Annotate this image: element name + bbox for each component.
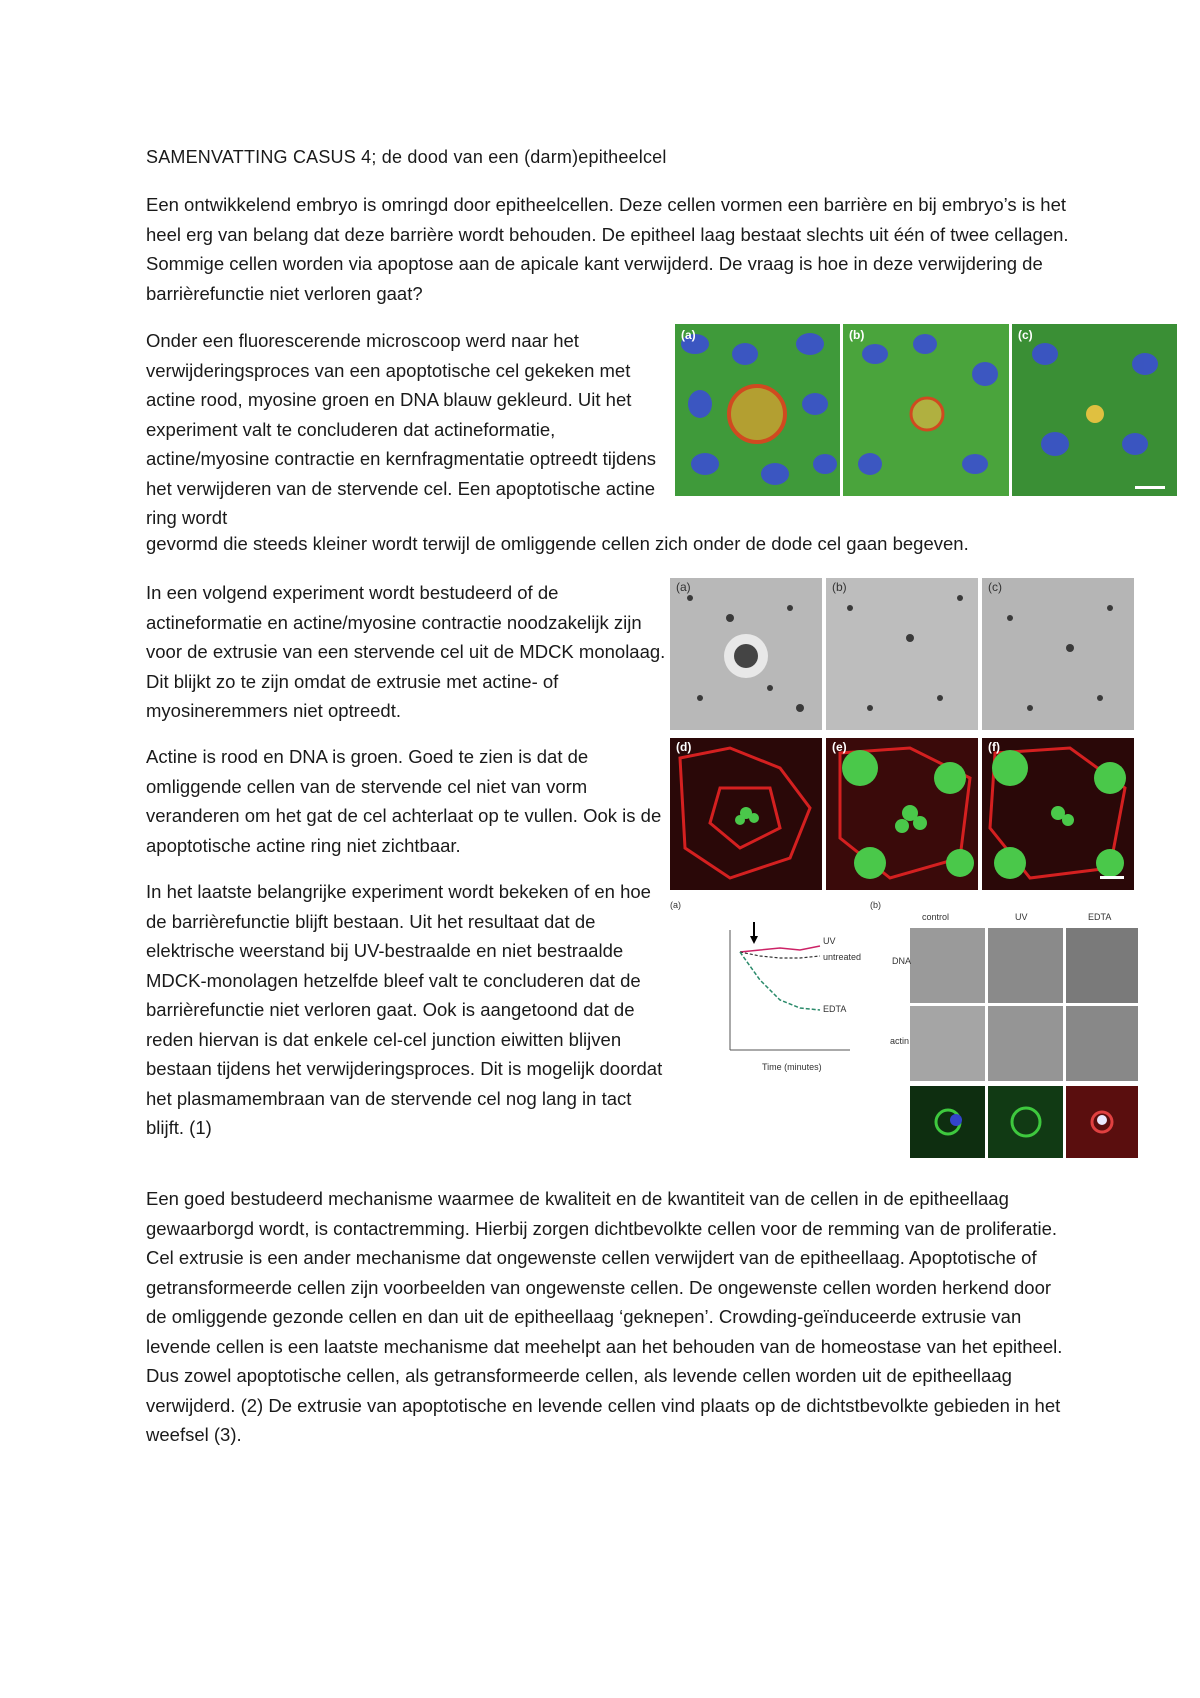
fig3-label-b: (b) xyxy=(870,900,881,910)
fig3-row-dna: DNA xyxy=(892,956,912,966)
fig1-label-c: (c) xyxy=(1018,328,1033,342)
figure-barrier xyxy=(670,900,1138,1162)
paragraph-fluorescence-cont: gevormd die steeds kleiner wordt terwijl de omliggende cellen zich onder de dode cel gaan begeven. xyxy=(146,533,969,554)
fig2-label-d: (d) xyxy=(676,740,692,754)
fig3-series-untreated: untreated xyxy=(823,952,862,962)
figure-inhibitors xyxy=(670,578,1134,890)
fig2-label-e: (e) xyxy=(832,740,847,754)
fig1-label-a: (a) xyxy=(681,328,696,342)
fig2-label-a: (a) xyxy=(676,580,691,594)
fig3-col-edta: EDTA xyxy=(1088,912,1112,922)
fig1-label-b: (b) xyxy=(849,328,865,342)
paragraph-barrier: In het laatste belangrijke experiment wordt bekeken of en hoe de barrièrefunctie blijft bestaan. Uit het resultaat dat de elektrische weerstand bij UV-bestraalde en niet bestraalde MDCK-monolagen hetzelfde bleef valt te concluderen dat de barrièrefunctie niet verloren gaat. Ook is aangetoond dat de reden hiervan is dat enkele cel-cel junction eiwitten blijven bestaan tijdens het verwijderingsproces. Dit is mogelijk doordat het plasmamembraan van de stervende cel nog lang in tact blijft. (1) xyxy=(146,881,663,1138)
fig3-col-uv: UV xyxy=(1015,912,1028,922)
figure-fluorescence xyxy=(675,324,1177,496)
fig2-label-b: (b) xyxy=(832,580,847,594)
fig3-series-edta: EDTA xyxy=(823,1004,847,1014)
fig3-label-a: (a) xyxy=(670,900,681,910)
paragraph-fluorescence: Onder een fluorescerende microscoop werd naar het verwijderingsproces van een apoptotische cel gekeken met actine rood, myosine groen en DNA blauw gekleurd. Uit het experiment valt te concluderen dat actineformatie, actine/myosine contractie en kernfragmentatie optreedt tijdens het verwijderen van de stervende cel. Een apoptotische actine ring wordt xyxy=(146,330,657,528)
paragraph-inhibitors: In een volgend experiment wordt bestudeerd of de actineformatie en actine/myosine contractie noodzakelijk zijn voor de extrusie van een stervende cel uit de MDCK monolaag. Dit blijkt zo te zijn omdat de extrusie met actine- of myosineremmers niet optreedt. xyxy=(146,582,666,721)
paragraph-mechanisms: Een goed bestudeerd mechanisme waarmee de kwaliteit en de kwantiteit van de cellen in de epitheellaag gewaarborgd wordt, is contactremming. Hierbij zorgen dichtbevolkte cellen voor de remming van de proliferatie. Cel extrusie is een ander mechanisme dat ongewenste cellen verwijdert van de epitheellaag. Apoptotische of getransformeerde cellen zijn voorbeelden van ongewenste cellen. De ongewenste cellen worden herkend door de omliggende gezonde cellen en dan uit de epitheellaag ‘geknepen’. Crowding-geïnduceerde extrusie van levende cellen is een laatste mechanisme dat meehelpt aan het behouden van de homeostase van het epitheel. Dus zowel apoptotische cellen, als getransformeerde cellen, als levende cellen worden uit de epitheellaag verwijderd. (2) De extrusie van apoptotische en levende cellen vind plaats op de dichtstbevolkte gebieden in het weefsel (3). xyxy=(146,1188,1063,1445)
fig3-row-actin: actin xyxy=(890,1036,910,1046)
fig2-label-c: (c) xyxy=(988,580,1002,594)
fig2-label-f: (f) xyxy=(988,740,1000,754)
fig3-col-control: control xyxy=(922,912,950,922)
document-title: SAMENVATTING CASUS 4; de dood van een (darm)epitheelcel xyxy=(146,147,667,167)
paragraph-intro: Een ontwikkelend embryo is omringd door epitheelcellen. Deze cellen vormen een barrière en bij embryo’s is het heel erg van belang dat deze barrière wordt behouden. De epitheel laag bestaat slechts uit één of twee cellagen. Sommige cellen worden via apoptose aan de apicale kant verwijderd. De vraag is hoe in deze verwijdering de barrièrefunctie niet verloren gaat? xyxy=(146,194,1069,304)
paragraph-actin-dna: Actine is rood en DNA is groen. Goed te zien is dat de omliggende cellen van de stervende cel niet van vorm veranderen om het gat de cel achterlaat op te vullen. Ook is de apoptotische actine ring niet zichtbaar. xyxy=(146,746,662,856)
fig3-series-uv: UV xyxy=(823,936,836,946)
fig3-xlabel: Time (minutes) xyxy=(762,1062,822,1072)
